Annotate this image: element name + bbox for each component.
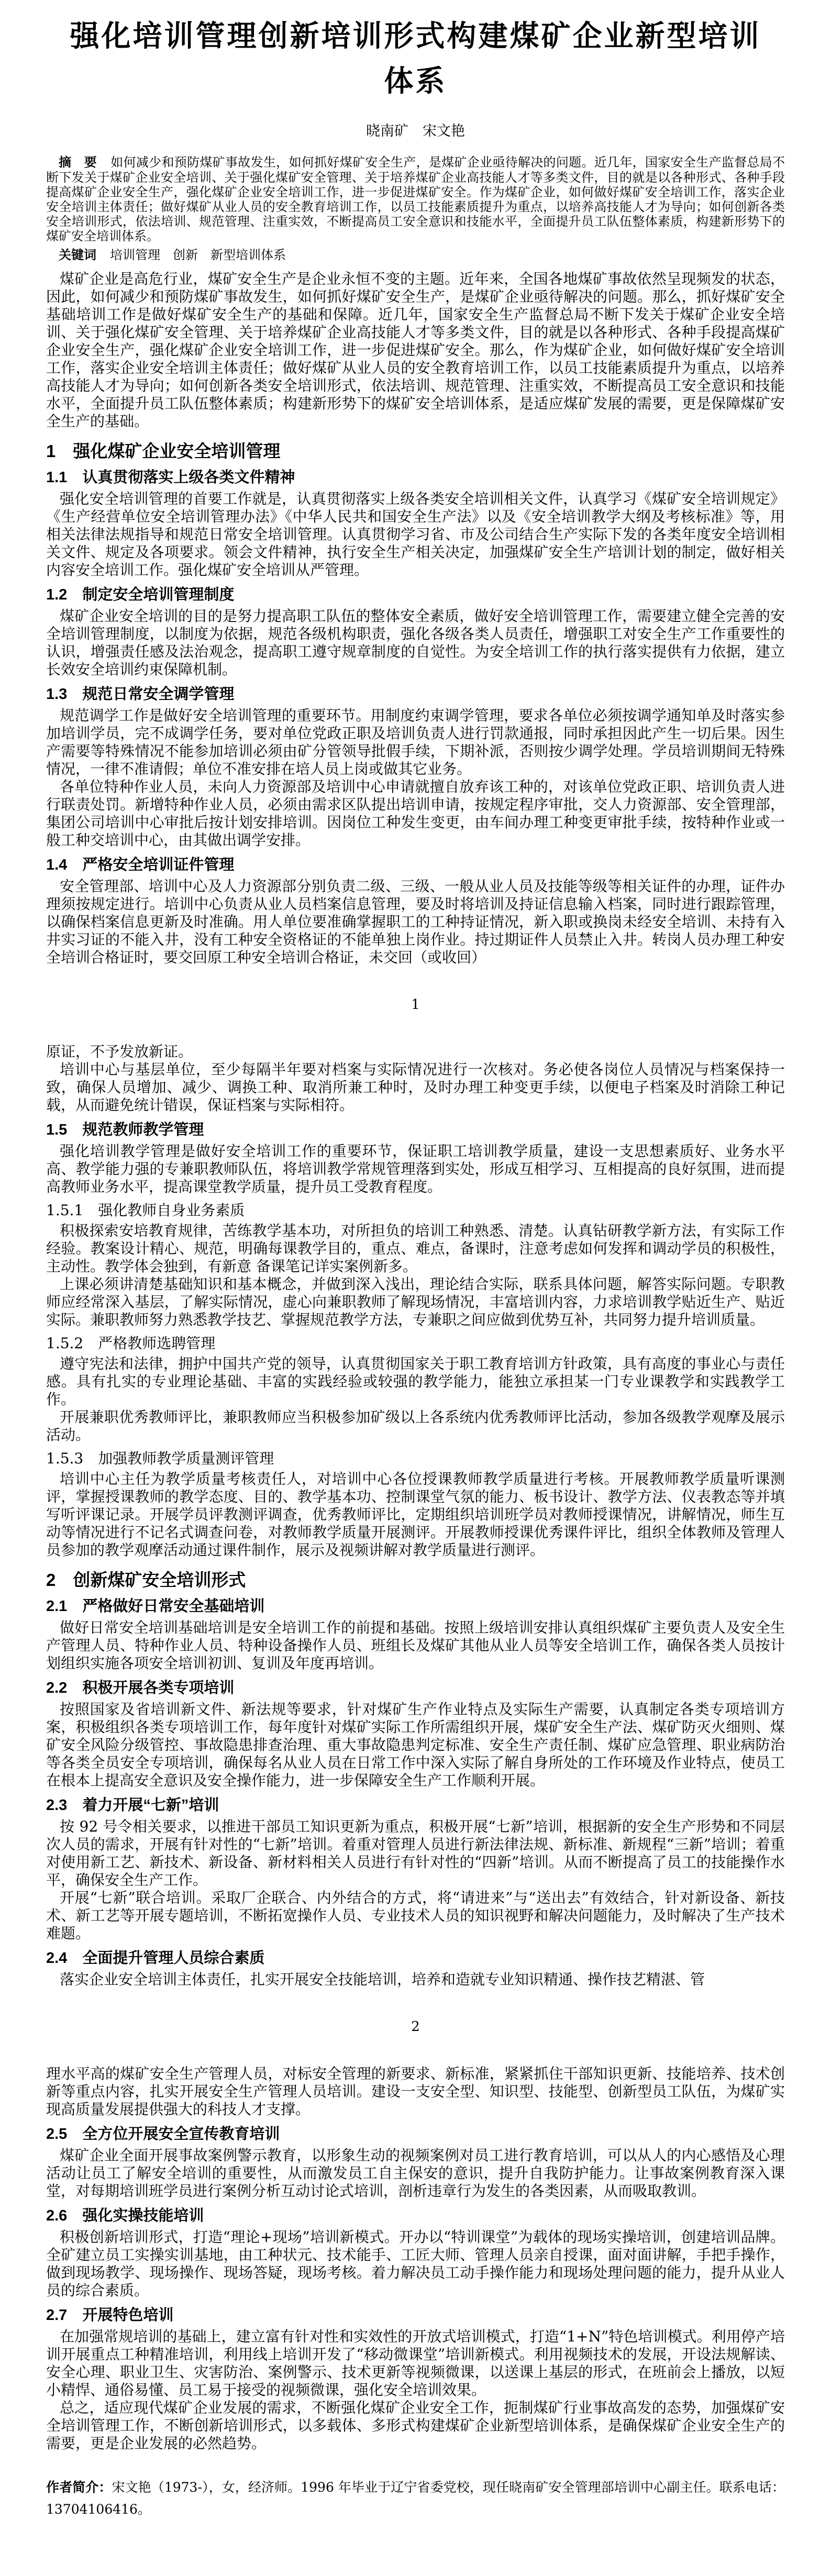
subsection-heading: 2.3 着力开展“七新”培训: [46, 1797, 219, 1814]
section-heading: 2 创新煤矿安全培训形式: [46, 1570, 246, 1590]
subsubsection-heading: 1.5.2 严格教师选聘管理: [46, 1335, 216, 1352]
abstract-label: 摘 要: [59, 156, 97, 170]
author-bio-label: 作者简介：: [46, 2480, 112, 2495]
paragraph: 积极创新培训形式，打造“理论+现场”培训新模式。开办以“特训课堂”为载体的现场实操培训，创建培训品牌。全矿建立员工实操实训基地，由工种状元、技术能手、工匠大师、管理人员亲自授课，面对面讲解，手把手操作，做到现场教学、现场操作、现场答疑，现场考核。着力解决员工动手操作能力和现场处理问题的能力，提升从业人员的综合素质。: [46, 2228, 785, 2299]
document-title: [46, 14, 785, 104]
subsection-heading: 2.4 全面提升管理人员综合素质: [46, 1950, 265, 1967]
page-number: 1: [411, 997, 420, 1013]
paragraph: 在加强常规培训的基础上，建立富有针对性和实效性的开放式培训模式，打造“1+N”特色培训模式。利用停产培训开展重点工种精准培训，利用线上培训开发了“移动微课堂”培训新模式。利用视频技术的发展，开设法规解读、安全心理、职业卫生、灾害防治、案例警示、技术更新等视频微课，以送课上基层的形式，在班前会上播放，以短小精悍、通俗易懂、员工易于接受的视频微课，强化安全培训效果。: [46, 2328, 785, 2399]
paragraph: 强化安全培训管理的首要工作就是，认真贯彻落实上级各类安全培训相关文件，认真学习《煤矿安全培训规定》《生产经营单位安全培训管理办法》《中华人民共和国安全生产法》以及《安全培训教学大纲及考核标准》等，用相关法律法规指导和规范日常安全培训管理。认真贯彻学习省、市及公司结合生产实际下发的各类年度安全培训相关文件、规定及各项要求。领会文件精神，执行安全生产相关决定，加强煤矿安全生产培训计划的制定，做好相关内容安全培训工作。强化煤矿安全培训从严管理。: [46, 490, 785, 579]
keywords: [46, 248, 785, 263]
subsection-heading: 2.2 积极开展各类专项培训: [46, 1680, 235, 1696]
subsection-heading: 1.5 规范教师教学管理: [46, 1122, 204, 1138]
paragraph: 煤矿企业是高危行业，煤矿安全生产是企业永恒不变的主题。近年来，全国各地煤矿事故依然呈现频发的状态，因此，如何减少和预防煤矿事故发生，如何抓好煤矿安全生产，是煤矿企业亟待解决的问题。那么，抓好煤矿安全基础培训工作是做好煤矿安全生产的基础和保障。近几年，国家安全生产监督总局不断下发关于煤矿企业安全培训、关于强化煤矿安全管理、关于培养煤矿企业高技能人才等多类文件，目的就是以各种形式、各种手段提高煤矿企业安全生产，强化煤矿企业安全培训工作，进一步促进煤矿安全。那么，作为煤矿企业，如何做好煤矿安全培训工作，落实企业安全培训主体责任；做好煤矿从业人员的安全教育培训工作，以员工技能素质提升为重点，以培养高技能人才为导向；如何创新各类安全培训形式，依法培训、规范管理、注重实效，不断提高员工安全意识和技能水平，全面提升员工队伍整体素质；构建新形势下的煤矿安全培训体系，是适应煤矿发展的需要，更是保障煤矿安全生产的基础。: [46, 270, 785, 430]
page-number: 2: [411, 2019, 420, 2035]
subsubsection-heading: 1.5.1 强化教师自身业务素质: [46, 1202, 245, 1219]
paragraph: 煤矿企业全面开展事故案例警示教育，以形象生动的视频案例对员工进行教育培训，可以从人的内心感悟及心理活动让员工了解安全培训的重要性，从而激发员工自主保安的意识，提升自我防护能力。让事故案例教育深入课堂，对每期培训班学员进行案例分析互动讨论式培训，剖析违章行为发生的各类因素，从而吸取教训。: [46, 2147, 785, 2200]
paragraph: 遵守宪法和法律，拥护中国共产党的领导，认真贯彻国家关于职工教育培训方针政策，具有高度的事业心与责任感。具有扎实的专业理论基础、丰富的实践经验或较强的教学能力，能独立承担某一门专业课教学和实践教学工作。: [46, 1355, 785, 1408]
subsection-heading: 1.4 严格安全培训证件管理: [46, 857, 235, 873]
section-heading: 1 强化煤矿企业安全培训管理: [46, 441, 281, 461]
abstract-text: 如何减少和预防煤矿事故发生，如何抓好煤矿安全生产，是煤矿企业亟待解决的问题。近几年，国家安全生产监督总局不断下发关于煤矿企业安全培训、关于强化煤矿安全管理、关于培养煤矿企业高技能人才等多类文件，目的就是以各种形式、各种手段提高煤矿企业安全生产，强化煤矿企业安全培训工作，进一步促进煤矿安全。作为煤矿企业，如何做好煤矿安全培训工作，落实企业安全培训主体责任；做好煤矿从业人员的安全教育培训工作，以员工技能素质提升为重点，以培养高技能人才为导向；如何创新各类安全培训形式，依法培训、规范管理、注重实效，不断提高员工安全意识和技能水平，全面提升员工队伍整体素质，构建新形势下的煤矿安全培训体系。: [46, 155, 785, 243]
paragraph: 培训中心主任为教学质量考核责任人，对培训中心各位授课教师教学质量进行考核。开展教师教学质量听课测评，掌握授课教师的教学态度、目的、教学基本功、控制课堂气氛的能力、板书设计、教学方法、仪表教态等并填写听评课记录。开展学员评教测评调查，优秀教师评比，定期组织培训班学员对教师授课情况，讲解情况，师生互动等情况进行不记名式调查问卷，对教师教学质量开展测评。开展教师授课优秀课件评比，组织全体教师及管理人员参加的教学观摩活动通过课件制作，展示及视频讲解对教学质量进行测评。: [46, 1470, 785, 1559]
subsubsection-heading: 1.5.3 加强教师教学质量测评管理: [46, 1450, 274, 1467]
paragraph: 按 92 号令相关要求，以推进干部员工知识更新为重点，积极开展“七新”培训，根据新的安全生产形势和不同层次人员的需求，开展有针对性的“七新”培训。着重对管理人员进行新法律法规、新标准、新规程“三新”培训；着重对使用新工艺、新技术、新设备、新材料相关人员进行有针对性的“四新”培训。从而不断提高了员工的技能操作水平，确保安全生产工作。: [46, 1818, 785, 1889]
title-line-1: 强化培训管理创新培训形式构建煤矿企业新型培训: [70, 19, 761, 52]
abstract: [46, 155, 785, 243]
authors: 晓南矿 宋文艳: [366, 123, 465, 139]
paragraph: 总之，适应现代煤矿企业发展的需求，不断强化煤矿企业安全工作，扼制煤矿行业事故高发的态势，加强煤矿安全培训管理工作，不断创新培训形式，以多载体、多形式构建煤矿企业新型培训体系，是确保煤矿企业安全生产的需要，更是企业发展的必然趋势。: [46, 2399, 785, 2452]
keywords-text: 培训管理 创新 新型培训体系: [110, 248, 286, 262]
subsection-heading: 2.6 强化实操技能培训: [46, 2207, 204, 2224]
paragraph: 开展兼职优秀教师评比，兼职教师应当积极参加矿级以上各系统内优秀教师评比活动，参加各级教学观摩及展示活动。: [46, 1408, 785, 1444]
author-bio: [46, 2477, 785, 2521]
subsection-heading: 2.1 严格做好日常安全基础培训: [46, 1598, 265, 1615]
paragraph-continuation: 理水平高的煤矿安全生产管理人员，对标安全管理的新要求、新标准，紧紧抓住干部知识更新、技能培养、技术创新等重点内容，扎实开展安全生产管理人员培训。建设一支安全型、知识型、技能型、创新型员工队伍，为煤矿实现高质量发展提供强大的科技人才支撑。: [46, 2065, 785, 2118]
paragraph: 培训中心与基层单位，至少每隔半年要对档案与实际情况进行一次核对。务必使各岗位人员情况与档案保持一致，确保人员增加、减少、调换工种、取消所兼工种时，及时办理工种变更手续，以便电子档案及时消除工种记载，从而避免统计错误，保证档案与实际相符。: [46, 1061, 785, 1114]
paragraph: 强化培训教学管理是做好安全培训工作的重要环节，保证职工培训教学质量，建设一支思想素质好、业务水平高、教学能力强的专兼职教师队伍，将培训教学常规管理落到实处，形成互相学习、互相提高的良好氛围，进而提高教师业务水平，提高课堂教学质量，提升员工受教育程度。: [46, 1142, 785, 1195]
subsection-heading: 2.7 开展特色培训: [46, 2307, 174, 2324]
title-line-2: 体系: [384, 64, 447, 97]
paragraph: 各单位特种作业人员，未向人力资源部及培训中心申请就擅自放弃该工种的，对该单位党政正职、培训负责人进行联责处罚。新增特种作业人员，必须由需求区队提出培训申请，按规定程序审批，交人力资源部、安全管理部，集团公司培训中心审批后按计划安排培训。因岗位工种发生变更，由车间办理工种变更审批手续，按特种作业或一般工种交培训中心，由其做出调学安排。: [46, 778, 785, 849]
paragraph: 按照国家及省培训新文件、新法规等要求，针对煤矿生产作业特点及实际生产需要，认真制定各类专项培训方案，积极组织各类专项培训工作，每年度针对煤矿实际工作所需组织开展，煤矿安全生产法、煤矿防灭火细则、煤矿安全风险分级管控、事故隐患排查治理、重大事故隐患判定标准、安全生产责任制、煤矿应急管理、职业病防治等各类全员安全专项培训，确保每名从业人员在日常工作中深入实际了解自身所处的工作环境及作业特点，使员工在根本上提高安全意识及安全操作能力，进一步保障安全生产工作顺利开展。: [46, 1701, 785, 1789]
paragraph: 上课必须讲清楚基础知识和基本概念，并做到深入浅出，理论结合实际，联系具体问题，解答实际问题。专职教师应经常深入基层，了解实际情况，虚心向兼职教师了解现场情况，丰富培训内容，力求培训教学贴近生产、贴近实际。兼职教师努力熟悉教学技艺、掌握规范教学方法，专兼职之间应做到优势互补，共同努力提升培训质量。: [46, 1275, 785, 1328]
paragraph: 做好日常安全培训基础培训是安全培训工作的前提和基础。按照上级培训安排认真组织煤矿主要负责人及安全生产管理人员、特种作业人员、特种设备操作人员、班组长及煤矿其他从业人员等安全培训工作，确保各类人员按计划组织实施各项安全培训初训、复训及年度再培训。: [46, 1619, 785, 1672]
paragraph: 开展“七新”联合培训。采取厂企联合、内外结合的方式，将“请进来”与“送出去”有效结合，针对新设备、新技术、新工艺等开展专题培训，不断拓宽操作人员、专业技术人员的知识视野和解决问题能力，及时解决了生产技术难题。: [46, 1889, 785, 1942]
paragraph: 落实企业安全培训主体责任，扎实开展安全技能培训，培养和造就专业知识精通、操作技艺精湛、管: [60, 1971, 705, 1988]
paragraph: 积极探索安培教育规律，苦练教学基本功，对所担负的培训工种熟悉、清楚。认真钻研教学新方法，有实际工作经验。教案设计精心、规范，明确每课教学目的，重点、难点，备课时，注意考虑如何发挥和调动学员的积极性，主动性。教学体会独到，有新意 备课笔记详实案例新多。: [46, 1222, 785, 1275]
paragraph-continuation: 原证，不予发放新证。: [46, 1043, 193, 1060]
subsection-heading: 1.3 规范日常安全调学管理: [46, 686, 235, 703]
document-body: [46, 270, 785, 2452]
subsection-heading: 1.2 制定安全培训管理制度: [46, 586, 235, 603]
subsection-heading: 2.5 全方位开展安全宣传教育培训: [46, 2126, 280, 2142]
keywords-label: 关键词: [59, 248, 96, 262]
paragraph: 煤矿企业安全培训的目的是努力提高职工队伍的整体安全素质，做好安全培训管理工作，需要建立健全完善的安全培训管理制度，以制度为依据，规范各级机构职责，强化各级各类人员责任，增强职工对安全生产工作重要性的认识，增强责任感及法治观念，提高职工遵守规章制度的自觉性。为安全培训工作的执行落实提供有力依据，建立长效安全培训约束保障机制。: [46, 607, 785, 678]
author-bio-text: 宋文艳（1973-），女，经济师。1996 年毕业于辽宁省委党校，现任晓南矿安全管理部培训中心副主任。联系电话：13704106416。: [46, 2480, 785, 2517]
subsection-heading: 1.1 认真贯彻落实上级各类文件精神: [46, 469, 295, 486]
paragraph: 规范调学工作是做好安全培训管理的重要环节。用制度约束调学管理，要求各单位必须按调学通知单及时落实参加培训学员，完不成调学任务，要对单位党政正职及培训负责人进行罚款通报，同时承担因此产生一切后果。因生产需要等特殊情况不能参加培训必须由矿分管领导批假手续，下期补派，否则按少调学处理。学员培训期间无特殊情况，一律不准请假；单位不准安排在培人员上岗或做其它业务。: [46, 707, 785, 778]
paragraph: 安全管理部、培训中心及人力资源部分别负责二级、三级、一般从业人员及技能等级等相关证件的办理，证件办理须按规定进行。培训中心负责从业人员档案信息管理，要及时将培训及持证信息输入档案，同时进行跟踪管理，以确保档案信息更新及时准确。用人单位要准确掌握职工的工种持证情况，新入职或换岗未经安全培训、未持有入井实习证的不能入井，没有工种安全资格证的不能单独上岗作业。持过期证件人员禁止入井。转岗人员办理工种安全培训合格证时，要交回原工种安全培训合格证，未交回（或收回）: [46, 878, 785, 966]
